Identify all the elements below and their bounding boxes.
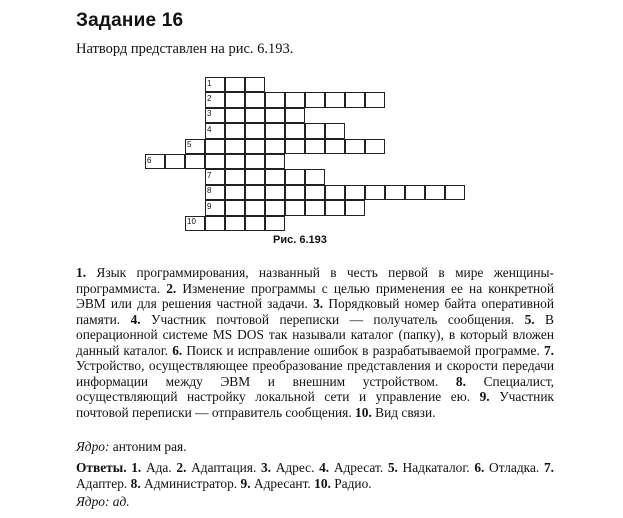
answer-number: 8. xyxy=(130,475,141,491)
answer-text: Адаптер. xyxy=(76,475,128,491)
answer-number: 9. xyxy=(240,475,251,491)
answer-number: 7. xyxy=(543,460,554,475)
crossword-cell xyxy=(425,185,445,200)
answer-number: 1. xyxy=(131,460,142,475)
answer-text: Радио. xyxy=(330,475,372,491)
clues-paragraph xyxy=(76,265,554,420)
task-heading: Задание 16 xyxy=(76,10,184,31)
crossword-cell xyxy=(205,154,225,169)
crossword-key-cell xyxy=(245,200,265,215)
clue-number: 2. xyxy=(166,280,177,296)
crossword-key-cell xyxy=(245,139,265,154)
crossword-cell xyxy=(225,200,245,215)
clue-text: Участник почтовой переписки — получатель сообщения. xyxy=(140,311,515,327)
crossword-cell xyxy=(225,123,245,138)
clue-number: 6. xyxy=(172,342,183,358)
core-text: антоним рая. xyxy=(109,439,187,454)
crossword-cell xyxy=(285,200,305,215)
answer-text: Адресант. xyxy=(250,475,311,491)
crossword-key-cell xyxy=(245,216,265,231)
crossword-cell xyxy=(265,154,285,169)
crossword-cell xyxy=(165,154,185,169)
clue-text: Порядковый номер байта оперативной памяти. xyxy=(76,296,555,327)
answer-number: 2. xyxy=(176,460,187,475)
crossword-cell xyxy=(345,200,365,215)
answer-text: Адресат. xyxy=(329,460,384,475)
clue-number: 4. xyxy=(130,311,141,327)
crossword-cell xyxy=(345,92,365,107)
crossword-cell xyxy=(305,92,325,107)
clue-text: В операционной системе MS DOS так называли каталог (папку), в который вложен данный каталог. xyxy=(76,311,554,358)
crossword-cell xyxy=(225,108,245,123)
crossword-key-cell xyxy=(245,77,265,92)
clue-text: Поиск и исправление ошибок в разрабатываемой программе. xyxy=(182,342,540,358)
clue-number: 9. xyxy=(479,389,490,404)
crossword-key-cell xyxy=(245,154,265,169)
crossword-cell xyxy=(285,123,305,138)
core-answer-text: ад. xyxy=(109,494,130,509)
crossword-cell xyxy=(445,185,465,200)
crossword-cell xyxy=(205,139,225,154)
crossword-cell xyxy=(265,92,285,107)
clue-number: 5. xyxy=(524,311,535,327)
crossword-cell xyxy=(225,185,245,200)
crossword-cell xyxy=(305,123,325,138)
crossword-row-number: 5 xyxy=(187,140,192,150)
crossword-row-number: 6 xyxy=(147,155,152,165)
figure-caption: Рис. 6.193 xyxy=(273,234,327,246)
crossword-row-number: 3 xyxy=(207,109,212,119)
crossword-cell xyxy=(385,185,405,200)
crossword-cell xyxy=(285,92,305,107)
crossword-cell xyxy=(285,169,305,184)
crossword-row-number: 2 xyxy=(207,93,212,103)
clue-text: Вид связи. xyxy=(371,404,436,420)
intro-text: Натворд представлен на рис. 6.193. xyxy=(76,41,294,57)
clue-number: 8. xyxy=(455,373,466,389)
crossword-cell xyxy=(265,123,285,138)
crossword-row-number: 10 xyxy=(187,217,196,227)
clue-text: Язык программирования, названный в честь первой в мире женщины-программиста. xyxy=(76,265,554,296)
clue-text: Специалист, осуществляющий настройку локальной сети и управление ею. xyxy=(76,373,555,404)
crossword-cell xyxy=(365,92,385,107)
crossword-cell xyxy=(225,139,245,154)
crossword-row-number: 8 xyxy=(207,186,212,196)
crossword-cell xyxy=(225,216,245,231)
crossword-cell xyxy=(365,139,385,154)
crossword-cell xyxy=(365,185,385,200)
answer-number: 10. xyxy=(314,475,331,491)
answer-text: Администратор. xyxy=(140,475,238,491)
crossword-cell xyxy=(285,108,305,123)
answer-number: 4. xyxy=(319,460,330,475)
answer-text: Надкаталог. xyxy=(397,460,470,475)
answers-label: Ответы. xyxy=(76,460,127,475)
crossword-cell xyxy=(225,154,245,169)
clue-number: 3. xyxy=(313,296,324,311)
crossword-key-cell xyxy=(245,123,265,138)
crossword-cell xyxy=(205,216,225,231)
crossword-cell xyxy=(305,169,325,184)
crossword-cell xyxy=(325,200,345,215)
crossword-cell xyxy=(265,200,285,215)
answer-text: Ада. xyxy=(141,460,172,475)
crossword-row-number: 4 xyxy=(207,124,212,134)
crossword-cell xyxy=(265,185,285,200)
answer-text: Адаптация. xyxy=(186,460,257,475)
answer-number: 5. xyxy=(387,460,398,475)
clue-text: Устройство, осуществляющее преобразование представления и скорости передачи информации между ЭВМ и внешним устройством. xyxy=(76,358,554,389)
crossword-cell xyxy=(305,200,325,215)
crossword-cell xyxy=(325,92,345,107)
crossword-row-number: 9 xyxy=(207,201,212,211)
crossword-cell xyxy=(325,123,345,138)
crossword-cell xyxy=(225,77,245,92)
crossword-row-number: 7 xyxy=(207,170,212,180)
core-hint xyxy=(76,439,187,455)
crossword-cell xyxy=(285,139,305,154)
crossword-cell xyxy=(345,185,365,200)
clue-number: 10. xyxy=(355,404,372,420)
core-answer xyxy=(76,494,130,510)
crossword-cell xyxy=(185,154,205,169)
core-answer-label: Ядро: xyxy=(76,494,110,509)
crossword-key-cell xyxy=(245,185,265,200)
clue-text: Изменение программы с целью применения ее на конкретной ЭВМ или для решения частной задачи. xyxy=(76,280,554,311)
crossword-cell xyxy=(265,169,285,184)
crossword-cell xyxy=(345,139,365,154)
crossword-key-cell xyxy=(245,108,265,123)
clue-number: 7. xyxy=(543,342,554,358)
crossword-cell xyxy=(265,108,285,123)
crossword-cell xyxy=(265,216,285,231)
crossword-cell xyxy=(225,169,245,184)
crossword-cell xyxy=(305,139,325,154)
crossword-cell xyxy=(325,185,345,200)
crossword-key-cell xyxy=(245,92,265,107)
answer-number: 3. xyxy=(260,460,272,475)
answer-text: Адрес. xyxy=(271,460,315,475)
crossword-key-cell xyxy=(245,169,265,184)
crossword-cell xyxy=(405,185,425,200)
clue-number: 1. xyxy=(76,265,87,280)
crossword-cell xyxy=(285,185,305,200)
answers-paragraph xyxy=(76,460,554,491)
core-label: Ядро: xyxy=(76,439,110,454)
crossword-cell xyxy=(225,92,245,107)
crossword-cell xyxy=(305,185,325,200)
answer-text: Отладка. xyxy=(484,460,540,475)
crossword-cell xyxy=(325,139,345,154)
answer-number: 6. xyxy=(474,460,485,475)
crossword-cell xyxy=(265,139,285,154)
crossword-row-number: 1 xyxy=(207,78,212,88)
clue-text: Участник почтовой переписки — отправитель сообщения. xyxy=(76,389,554,420)
